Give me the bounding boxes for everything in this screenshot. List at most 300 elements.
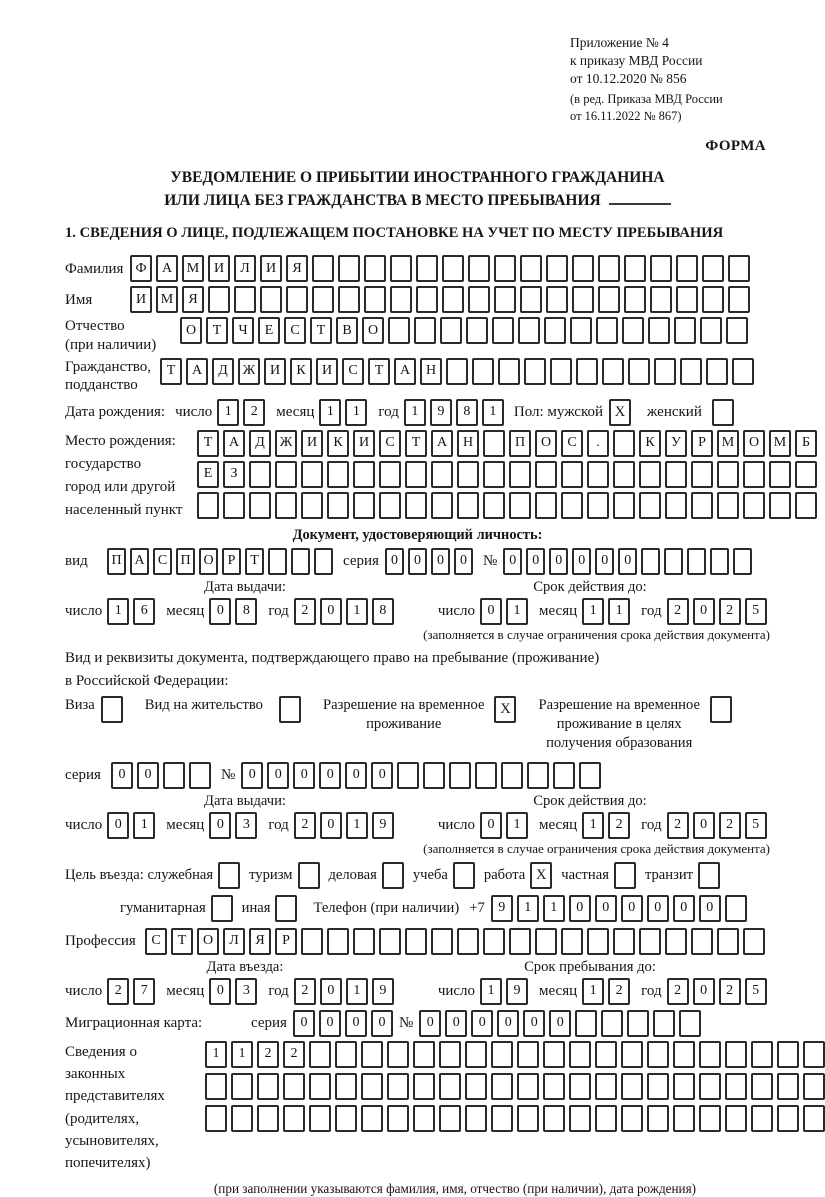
char-cell[interactable]: [413, 1073, 435, 1100]
char-cell[interactable]: Т: [197, 430, 219, 457]
char-cell[interactable]: [595, 1041, 617, 1068]
char-cell[interactable]: П: [176, 548, 195, 575]
char-cell[interactable]: [569, 1105, 591, 1132]
char-cell[interactable]: [639, 461, 661, 488]
char-cell[interactable]: [494, 255, 516, 282]
char-cell[interactable]: Т: [245, 548, 264, 575]
char-cell[interactable]: 9: [506, 978, 528, 1005]
char-cell[interactable]: [457, 928, 479, 955]
char-cell[interactable]: 0: [471, 1010, 493, 1037]
char-cell[interactable]: [517, 1105, 539, 1132]
char-cell[interactable]: 3: [235, 978, 257, 1005]
char-cell[interactable]: 0: [445, 1010, 467, 1037]
char-cell[interactable]: Ж: [238, 358, 260, 385]
char-cell[interactable]: 1: [582, 812, 604, 839]
char-cell[interactable]: [364, 255, 386, 282]
char-cell[interactable]: [561, 461, 583, 488]
char-cell[interactable]: [309, 1105, 331, 1132]
char-cell[interactable]: [769, 492, 791, 519]
char-cell[interactable]: 1: [346, 598, 368, 625]
char-cell[interactable]: [726, 317, 748, 344]
char-cell[interactable]: [647, 1041, 669, 1068]
char-cell[interactable]: С: [153, 548, 172, 575]
char-cell[interactable]: [163, 762, 185, 789]
char-cell[interactable]: [596, 317, 618, 344]
char-cell[interactable]: [725, 1105, 747, 1132]
char-cell[interactable]: Т: [405, 430, 427, 457]
char-cell[interactable]: [717, 461, 739, 488]
char-cell[interactable]: [613, 461, 635, 488]
char-cell[interactable]: [751, 1041, 773, 1068]
char-cell[interactable]: [569, 1041, 591, 1068]
char-cell[interactable]: [546, 286, 568, 313]
char-cell[interactable]: 0: [371, 1010, 393, 1037]
char-cell[interactable]: [466, 317, 488, 344]
char-cell[interactable]: [535, 492, 557, 519]
char-cell[interactable]: И: [130, 286, 152, 313]
char-cell[interactable]: [535, 461, 557, 488]
char-cell[interactable]: 0: [595, 548, 614, 575]
char-cell[interactable]: [569, 1073, 591, 1100]
char-cell[interactable]: С: [284, 317, 306, 344]
char-cell[interactable]: [338, 255, 360, 282]
char-cell[interactable]: [702, 286, 724, 313]
char-cell[interactable]: 9: [372, 812, 394, 839]
char-cell[interactable]: [561, 928, 583, 955]
char-cell[interactable]: [312, 286, 334, 313]
char-cell[interactable]: [197, 492, 219, 519]
char-cell[interactable]: [624, 255, 646, 282]
char-cell[interactable]: А: [394, 358, 416, 385]
char-cell[interactable]: 1: [506, 598, 528, 625]
char-cell[interactable]: [327, 461, 349, 488]
char-cell[interactable]: И: [264, 358, 286, 385]
char-cell[interactable]: С: [561, 430, 583, 457]
char-cell[interactable]: И: [208, 255, 230, 282]
purpose-official-checkbox[interactable]: [218, 862, 240, 889]
char-cell[interactable]: [647, 1073, 669, 1100]
char-cell[interactable]: [743, 461, 765, 488]
char-cell[interactable]: [575, 1010, 597, 1037]
char-cell[interactable]: [647, 1105, 669, 1132]
char-cell[interactable]: [544, 317, 566, 344]
char-cell[interactable]: 0: [209, 978, 231, 1005]
purpose-work-checkbox[interactable]: X: [530, 862, 552, 889]
char-cell[interactable]: 0: [693, 598, 715, 625]
char-cell[interactable]: 2: [294, 598, 316, 625]
char-cell[interactable]: [234, 286, 256, 313]
char-cell[interactable]: 0: [572, 548, 591, 575]
char-cell[interactable]: [446, 358, 468, 385]
char-cell[interactable]: С: [379, 430, 401, 457]
char-cell[interactable]: 1: [107, 598, 129, 625]
char-cell[interactable]: [639, 492, 661, 519]
char-cell[interactable]: З: [223, 461, 245, 488]
char-cell[interactable]: [257, 1073, 279, 1100]
char-cell[interactable]: 2: [719, 978, 741, 1005]
char-cell[interactable]: [442, 286, 464, 313]
char-cell[interactable]: 0: [209, 598, 231, 625]
char-cell[interactable]: О: [197, 928, 219, 955]
char-cell[interactable]: [291, 548, 310, 575]
char-cell[interactable]: [777, 1105, 799, 1132]
char-cell[interactable]: О: [743, 430, 765, 457]
char-cell[interactable]: П: [107, 548, 126, 575]
char-cell[interactable]: [570, 317, 592, 344]
char-cell[interactable]: [517, 1073, 539, 1100]
visa-checkbox[interactable]: [101, 696, 123, 723]
char-cell[interactable]: 1: [231, 1041, 253, 1068]
char-cell[interactable]: [390, 286, 412, 313]
char-cell[interactable]: [587, 492, 609, 519]
char-cell[interactable]: [353, 461, 375, 488]
char-cell[interactable]: [691, 461, 713, 488]
char-cell[interactable]: 1: [346, 812, 368, 839]
char-cell[interactable]: 1: [404, 399, 426, 426]
char-cell[interactable]: [457, 461, 479, 488]
char-cell[interactable]: [728, 255, 750, 282]
char-cell[interactable]: [492, 317, 514, 344]
char-cell[interactable]: 0: [595, 895, 617, 922]
char-cell[interactable]: [509, 461, 531, 488]
char-cell[interactable]: [268, 548, 287, 575]
char-cell[interactable]: [621, 1105, 643, 1132]
purpose-private-checkbox[interactable]: [614, 862, 636, 889]
char-cell[interactable]: 1: [346, 978, 368, 1005]
char-cell[interactable]: 0: [107, 812, 129, 839]
char-cell[interactable]: 1: [217, 399, 239, 426]
char-cell[interactable]: 0: [319, 762, 341, 789]
char-cell[interactable]: [520, 286, 542, 313]
char-cell[interactable]: [405, 928, 427, 955]
char-cell[interactable]: [628, 358, 650, 385]
char-cell[interactable]: [650, 255, 672, 282]
char-cell[interactable]: Р: [222, 548, 241, 575]
char-cell[interactable]: 0: [673, 895, 695, 922]
char-cell[interactable]: Б: [795, 430, 817, 457]
char-cell[interactable]: 0: [320, 978, 342, 1005]
char-cell[interactable]: 0: [523, 1010, 545, 1037]
char-cell[interactable]: [665, 492, 687, 519]
char-cell[interactable]: [743, 928, 765, 955]
char-cell[interactable]: [260, 286, 282, 313]
char-cell[interactable]: 1: [543, 895, 565, 922]
char-cell[interactable]: 2: [719, 812, 741, 839]
char-cell[interactable]: [431, 928, 453, 955]
char-cell[interactable]: [602, 358, 624, 385]
char-cell[interactable]: [665, 461, 687, 488]
char-cell[interactable]: [527, 762, 549, 789]
char-cell[interactable]: 0: [618, 548, 637, 575]
char-cell[interactable]: [621, 1041, 643, 1068]
char-cell[interactable]: [710, 548, 729, 575]
char-cell[interactable]: [699, 1073, 721, 1100]
char-cell[interactable]: 7: [133, 978, 155, 1005]
char-cell[interactable]: 0: [320, 812, 342, 839]
char-cell[interactable]: 1: [480, 978, 502, 1005]
char-cell[interactable]: 0: [497, 1010, 519, 1037]
char-cell[interactable]: М: [182, 255, 204, 282]
char-cell[interactable]: [353, 928, 375, 955]
char-cell[interactable]: Р: [691, 430, 713, 457]
char-cell[interactable]: [335, 1041, 357, 1068]
char-cell[interactable]: Т: [368, 358, 390, 385]
char-cell[interactable]: [639, 928, 661, 955]
char-cell[interactable]: [769, 461, 791, 488]
char-cell[interactable]: 6: [133, 598, 155, 625]
char-cell[interactable]: 1: [582, 598, 604, 625]
char-cell[interactable]: [205, 1073, 227, 1100]
char-cell[interactable]: 0: [345, 1010, 367, 1037]
char-cell[interactable]: [691, 928, 713, 955]
char-cell[interactable]: 5: [745, 812, 767, 839]
char-cell[interactable]: [674, 317, 696, 344]
sex-female-checkbox[interactable]: [712, 399, 734, 426]
char-cell[interactable]: 8: [235, 598, 257, 625]
char-cell[interactable]: [543, 1041, 565, 1068]
char-cell[interactable]: 0: [293, 1010, 315, 1037]
char-cell[interactable]: [468, 286, 490, 313]
char-cell[interactable]: 0: [621, 895, 643, 922]
char-cell[interactable]: [364, 286, 386, 313]
char-cell[interactable]: [439, 1073, 461, 1100]
char-cell[interactable]: [524, 358, 546, 385]
char-cell[interactable]: [699, 1105, 721, 1132]
char-cell[interactable]: [561, 492, 583, 519]
rvp-edu-checkbox[interactable]: [710, 696, 732, 723]
char-cell[interactable]: 2: [667, 978, 689, 1005]
char-cell[interactable]: [361, 1041, 383, 1068]
char-cell[interactable]: [312, 255, 334, 282]
char-cell[interactable]: [208, 286, 230, 313]
char-cell[interactable]: 8: [372, 598, 394, 625]
char-cell[interactable]: [673, 1073, 695, 1100]
char-cell[interactable]: 0: [431, 548, 450, 575]
char-cell[interactable]: [472, 358, 494, 385]
char-cell[interactable]: 9: [372, 978, 394, 1005]
char-cell[interactable]: 1: [608, 598, 630, 625]
char-cell[interactable]: А: [223, 430, 245, 457]
char-cell[interactable]: [613, 928, 635, 955]
char-cell[interactable]: [777, 1041, 799, 1068]
char-cell[interactable]: [390, 255, 412, 282]
char-cell[interactable]: 8: [456, 399, 478, 426]
char-cell[interactable]: М: [717, 430, 739, 457]
char-cell[interactable]: Я: [182, 286, 204, 313]
char-cell[interactable]: 0: [693, 978, 715, 1005]
char-cell[interactable]: [777, 1073, 799, 1100]
char-cell[interactable]: [457, 492, 479, 519]
char-cell[interactable]: 1: [506, 812, 528, 839]
char-cell[interactable]: [405, 461, 427, 488]
purpose-humanitarian-checkbox[interactable]: [211, 895, 233, 922]
char-cell[interactable]: А: [130, 548, 149, 575]
purpose-tourism-checkbox[interactable]: [298, 862, 320, 889]
char-cell[interactable]: 0: [320, 598, 342, 625]
char-cell[interactable]: Т: [206, 317, 228, 344]
purpose-other-checkbox[interactable]: [275, 895, 297, 922]
char-cell[interactable]: 0: [408, 548, 427, 575]
char-cell[interactable]: [338, 286, 360, 313]
char-cell[interactable]: 0: [267, 762, 289, 789]
char-cell[interactable]: [283, 1105, 305, 1132]
char-cell[interactable]: [624, 286, 646, 313]
char-cell[interactable]: [449, 762, 471, 789]
char-cell[interactable]: [803, 1105, 825, 1132]
char-cell[interactable]: [622, 317, 644, 344]
char-cell[interactable]: [205, 1105, 227, 1132]
char-cell[interactable]: [249, 492, 271, 519]
char-cell[interactable]: 1: [205, 1041, 227, 1068]
char-cell[interactable]: [491, 1073, 513, 1100]
char-cell[interactable]: 1: [582, 978, 604, 1005]
char-cell[interactable]: О: [535, 430, 557, 457]
char-cell[interactable]: [387, 1073, 409, 1100]
purpose-business-checkbox[interactable]: [382, 862, 404, 889]
char-cell[interactable]: [509, 492, 531, 519]
char-cell[interactable]: [314, 548, 333, 575]
char-cell[interactable]: А: [431, 430, 453, 457]
char-cell[interactable]: И: [301, 430, 323, 457]
char-cell[interactable]: 0: [454, 548, 473, 575]
char-cell[interactable]: 1: [517, 895, 539, 922]
char-cell[interactable]: 1: [482, 399, 504, 426]
char-cell[interactable]: Л: [223, 928, 245, 955]
char-cell[interactable]: [509, 928, 531, 955]
char-cell[interactable]: 3: [235, 812, 257, 839]
purpose-transit-checkbox[interactable]: [698, 862, 720, 889]
char-cell[interactable]: Т: [310, 317, 332, 344]
char-cell[interactable]: [431, 492, 453, 519]
char-cell[interactable]: [483, 928, 505, 955]
char-cell[interactable]: [275, 461, 297, 488]
char-cell[interactable]: [648, 317, 670, 344]
char-cell[interactable]: [416, 255, 438, 282]
char-cell[interactable]: [501, 762, 523, 789]
char-cell[interactable]: К: [639, 430, 661, 457]
char-cell[interactable]: [405, 492, 427, 519]
char-cell[interactable]: [653, 1010, 675, 1037]
char-cell[interactable]: [691, 492, 713, 519]
char-cell[interactable]: [249, 461, 271, 488]
char-cell[interactable]: П: [509, 430, 531, 457]
char-cell[interactable]: [579, 762, 601, 789]
char-cell[interactable]: 5: [745, 978, 767, 1005]
char-cell[interactable]: О: [362, 317, 384, 344]
char-cell[interactable]: 2: [243, 399, 265, 426]
char-cell[interactable]: [517, 1041, 539, 1068]
char-cell[interactable]: [576, 358, 598, 385]
char-cell[interactable]: [751, 1105, 773, 1132]
rvp-checkbox[interactable]: X: [494, 696, 516, 723]
char-cell[interactable]: [664, 548, 683, 575]
char-cell[interactable]: [535, 928, 557, 955]
char-cell[interactable]: Д: [212, 358, 234, 385]
char-cell[interactable]: [733, 548, 752, 575]
char-cell[interactable]: [598, 255, 620, 282]
char-cell[interactable]: 2: [283, 1041, 305, 1068]
char-cell[interactable]: 0: [371, 762, 393, 789]
char-cell[interactable]: [439, 1041, 461, 1068]
char-cell[interactable]: [275, 492, 297, 519]
char-cell[interactable]: [483, 461, 505, 488]
char-cell[interactable]: [587, 928, 609, 955]
char-cell[interactable]: [353, 492, 375, 519]
char-cell[interactable]: [665, 928, 687, 955]
char-cell[interactable]: [803, 1073, 825, 1100]
char-cell[interactable]: [702, 255, 724, 282]
char-cell[interactable]: [572, 286, 594, 313]
char-cell[interactable]: 9: [491, 895, 513, 922]
char-cell[interactable]: [725, 1073, 747, 1100]
char-cell[interactable]: 0: [503, 548, 522, 575]
char-cell[interactable]: 0: [209, 812, 231, 839]
char-cell[interactable]: 0: [241, 762, 263, 789]
char-cell[interactable]: [613, 430, 635, 457]
char-cell[interactable]: [676, 255, 698, 282]
char-cell[interactable]: 2: [608, 812, 630, 839]
char-cell[interactable]: 0: [549, 1010, 571, 1037]
char-cell[interactable]: [494, 286, 516, 313]
char-cell[interactable]: О: [199, 548, 218, 575]
char-cell[interactable]: 5: [745, 598, 767, 625]
char-cell[interactable]: [327, 928, 349, 955]
char-cell[interactable]: 0: [699, 895, 721, 922]
char-cell[interactable]: [587, 461, 609, 488]
char-cell[interactable]: [650, 286, 672, 313]
char-cell[interactable]: [676, 286, 698, 313]
char-cell[interactable]: [283, 1073, 305, 1100]
char-cell[interactable]: 0: [480, 598, 502, 625]
char-cell[interactable]: 1: [319, 399, 341, 426]
char-cell[interactable]: [717, 928, 739, 955]
char-cell[interactable]: [475, 762, 497, 789]
char-cell[interactable]: [223, 492, 245, 519]
char-cell[interactable]: [301, 492, 323, 519]
char-cell[interactable]: 0: [549, 548, 568, 575]
char-cell[interactable]: [231, 1105, 253, 1132]
char-cell[interactable]: [598, 286, 620, 313]
char-cell[interactable]: [361, 1073, 383, 1100]
char-cell[interactable]: [751, 1073, 773, 1100]
char-cell[interactable]: [309, 1073, 331, 1100]
char-cell[interactable]: [387, 1041, 409, 1068]
char-cell[interactable]: [397, 762, 419, 789]
char-cell[interactable]: [595, 1105, 617, 1132]
char-cell[interactable]: [550, 358, 572, 385]
char-cell[interactable]: [483, 430, 505, 457]
char-cell[interactable]: [416, 286, 438, 313]
char-cell[interactable]: А: [156, 255, 178, 282]
char-cell[interactable]: У: [665, 430, 687, 457]
char-cell[interactable]: [231, 1073, 253, 1100]
char-cell[interactable]: С: [145, 928, 167, 955]
char-cell[interactable]: 0: [419, 1010, 441, 1037]
char-cell[interactable]: [439, 1105, 461, 1132]
char-cell[interactable]: [795, 461, 817, 488]
char-cell[interactable]: И: [353, 430, 375, 457]
char-cell[interactable]: [414, 317, 436, 344]
char-cell[interactable]: [379, 928, 401, 955]
char-cell[interactable]: [803, 1041, 825, 1068]
char-cell[interactable]: [743, 492, 765, 519]
char-cell[interactable]: [717, 492, 739, 519]
char-cell[interactable]: [327, 492, 349, 519]
char-cell[interactable]: [301, 461, 323, 488]
char-cell[interactable]: Н: [420, 358, 442, 385]
char-cell[interactable]: Е: [197, 461, 219, 488]
char-cell[interactable]: [543, 1073, 565, 1100]
